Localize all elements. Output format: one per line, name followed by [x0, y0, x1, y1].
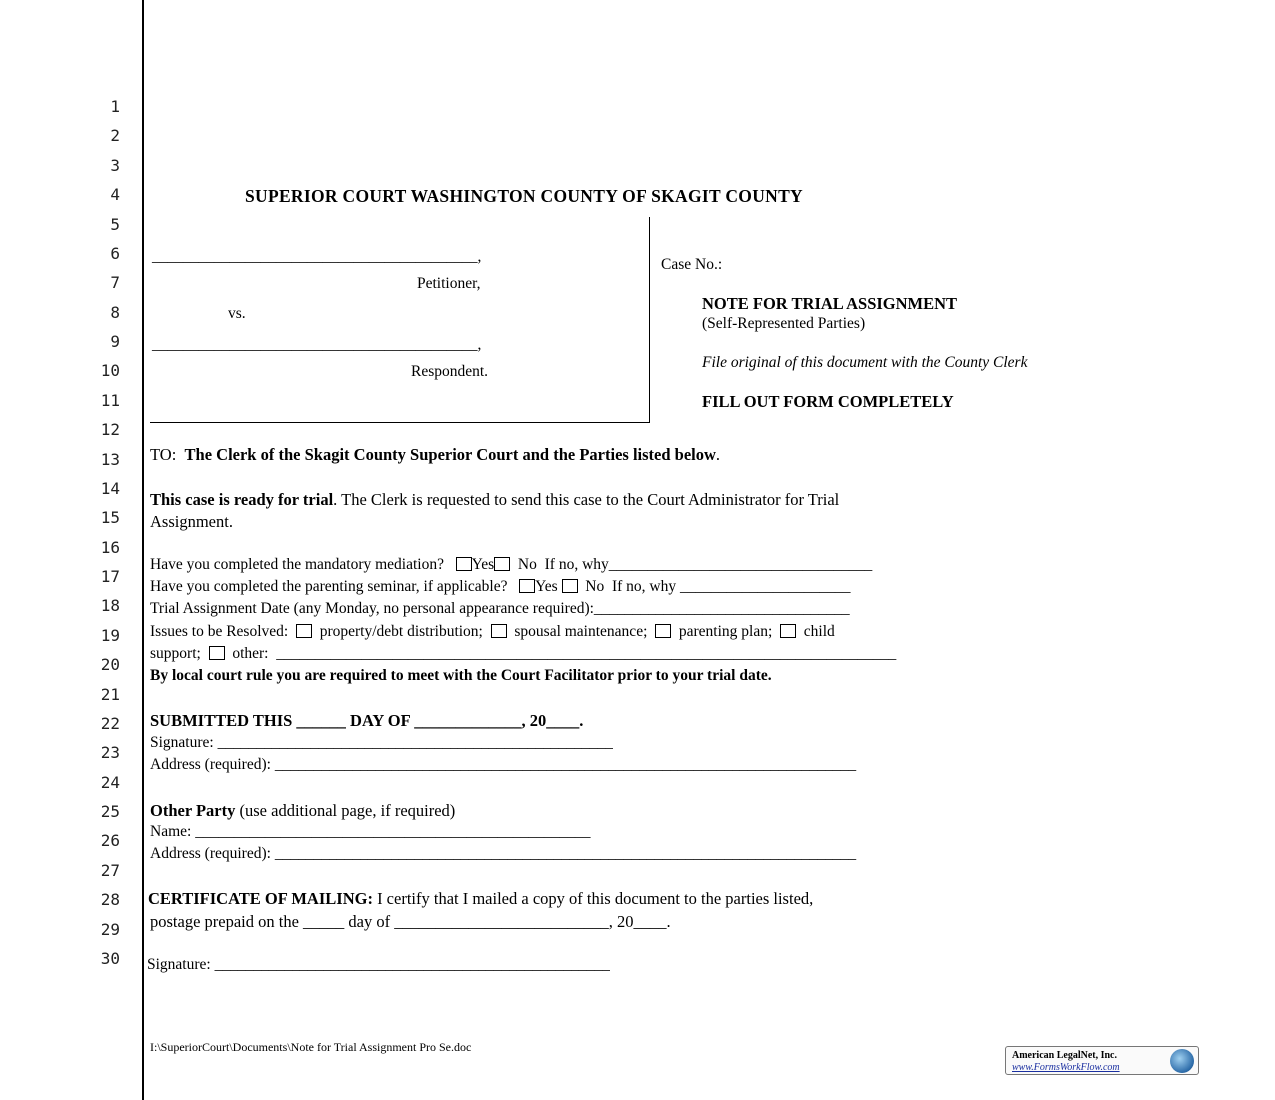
issue-child-support-checkbox[interactable] [780, 624, 796, 638]
ready-rest: . The Clerk is requested to send this case to the Court Administrator for Trial [333, 490, 840, 509]
issue-other-label: other: [232, 645, 269, 662]
petitioner-line[interactable]: __________________________________________, [152, 248, 482, 265]
line-number: 2 [110, 126, 120, 145]
other-party-heading [150, 801, 455, 821]
margin-rule [142, 0, 144, 1100]
case-no-label: Case No.: [661, 256, 723, 273]
line-number: 27 [100, 861, 120, 880]
mediation-yes-checkbox[interactable] [456, 557, 472, 571]
issue-other-checkbox[interactable] [209, 646, 225, 660]
line-number: 24 [100, 773, 120, 792]
line-number: 25 [100, 802, 120, 821]
ready-statement [150, 490, 839, 510]
seminar-why-field[interactable]: If no, why ______________________ [611, 578, 851, 595]
seminar-yes-label: Yes [535, 578, 558, 595]
seminar-no-checkbox[interactable] [562, 579, 578, 593]
other-party-note: (use additional page, if required) [235, 801, 456, 820]
fill-out-notice: FILL OUT FORM COMPLETELY [702, 392, 954, 411]
line-number: 20 [100, 655, 120, 674]
address-field[interactable]: Address (required): ___________________________________________________________________________ [150, 756, 857, 773]
certificate-rest: I certify that I mailed a copy of this document to the parties listed, [372, 889, 814, 908]
issues-row [150, 623, 835, 641]
line-number: 12 [100, 420, 120, 439]
issue-property-checkbox[interactable] [296, 624, 312, 638]
line-number: 4 [110, 185, 120, 204]
line-number: 1 [110, 97, 120, 116]
line-number: 22 [100, 714, 120, 733]
seminar-yes-checkbox[interactable] [519, 579, 535, 593]
line-number: 16 [100, 538, 120, 557]
issue-parenting-label: parenting plan; [678, 623, 773, 640]
mediation-row [150, 556, 872, 574]
to-label: TO: [150, 445, 177, 464]
logo-company-name: American LegalNet, Inc. [1012, 1050, 1117, 1061]
certificate-signature-field[interactable]: Signature: ___________________________________________________ [147, 956, 610, 973]
line-number: 14 [100, 479, 120, 498]
line-number: 17 [100, 567, 120, 586]
issue-spousal-label: spousal maintenance; [514, 623, 648, 640]
issue-parenting-checkbox[interactable] [655, 624, 671, 638]
mediation-no-checkbox[interactable] [494, 557, 510, 571]
respondent-label: Respondent. [411, 363, 489, 380]
line-number: 11 [100, 391, 120, 410]
line-number: 8 [110, 303, 120, 322]
line-number: 7 [110, 273, 120, 292]
certificate-bold: CERTIFICATE OF MAILING: [148, 889, 373, 908]
court-title: SUPERIOR COURT WASHINGTON COUNTY OF SKAGIT COUNTY [245, 186, 803, 206]
respondent-line[interactable]: __________________________________________, [152, 336, 482, 353]
seminar-question: Have you completed the parenting seminar, if applicable? [150, 578, 508, 595]
issue-property-label: property/debt distribution; [319, 623, 483, 640]
issue-other-field[interactable]: ________________________________________________________________________________ [276, 645, 897, 662]
file-note: File original of this document with the County Clerk [702, 354, 1028, 371]
logo-url[interactable]: www.FormsWorkFlow.com [1012, 1062, 1120, 1073]
footer-file-path: I:\SuperiorCourt\Documents\Note for Trial Assignment Pro Se.doc [150, 1040, 472, 1054]
other-party-address-field[interactable]: Address (required): ___________________________________________________________________________ [150, 845, 857, 862]
other-party-bold: Other Party [150, 801, 236, 820]
document-title: NOTE FOR TRIAL ASSIGNMENT [702, 294, 958, 313]
line-number: 6 [110, 244, 120, 263]
issues-row-2 [150, 645, 896, 663]
ready-line2: Assignment. [150, 512, 233, 531]
issue-support-label: support; [150, 645, 201, 662]
line-number: 28 [100, 890, 120, 909]
line-number: 23 [100, 743, 120, 762]
to-line [150, 445, 720, 465]
line-number: 3 [110, 156, 120, 175]
mediation-question: Have you completed the mandatory mediation? [150, 556, 444, 573]
seminar-no-label: No [585, 578, 605, 595]
to-end: . [715, 445, 721, 464]
line-number: 13 [100, 450, 120, 469]
other-party-name-field[interactable]: Name: ___________________________________________________ [150, 823, 591, 840]
globe-icon [1170, 1049, 1194, 1073]
line-number: 15 [100, 508, 120, 527]
mediation-no-label: No [517, 556, 537, 573]
line-number: 10 [100, 361, 120, 380]
seminar-row [150, 578, 851, 596]
american-legalnet-logo[interactable] [1005, 1046, 1199, 1075]
line-number: 26 [100, 831, 120, 850]
line-number: 5 [110, 215, 120, 234]
issues-label: Issues to be Resolved: [150, 623, 289, 640]
local-rule-notice: By local court rule you are required to meet with the Court Facilitator prior to your trial date. [150, 667, 772, 684]
issue-child-label: child [803, 623, 835, 640]
certificate-date-line[interactable]: postage prepaid on the _____ day of __________________________, 20____. [150, 912, 671, 931]
mediation-why-field[interactable]: If no, why__________________________________ [544, 556, 873, 573]
line-number: 21 [100, 685, 120, 704]
issue-spousal-checkbox[interactable] [491, 624, 507, 638]
line-number: 19 [100, 626, 120, 645]
signature-field[interactable]: Signature: ___________________________________________________ [150, 734, 613, 751]
submitted-line[interactable]: SUBMITTED THIS ______ DAY OF _____________, 20____. [150, 711, 584, 730]
certificate-heading [148, 889, 813, 909]
petitioner-label: Petitioner, [417, 275, 481, 292]
mediation-yes-label: Yes [471, 556, 495, 573]
line-number: 30 [100, 949, 120, 968]
line-number: 9 [110, 332, 120, 351]
line-number: 29 [100, 920, 120, 939]
vs-label: vs. [228, 305, 246, 322]
to-addressee: The Clerk of the Skagit County Superior Court and the Parties listed below [184, 445, 716, 464]
document-subtitle: (Self-Represented Parties) [702, 315, 866, 332]
line-number: 18 [100, 596, 120, 615]
trial-date-field[interactable]: Trial Assignment Date (any Monday, no personal appearance required):_________________________________ [150, 600, 850, 617]
ready-bold: This case is ready for trial [150, 490, 334, 509]
